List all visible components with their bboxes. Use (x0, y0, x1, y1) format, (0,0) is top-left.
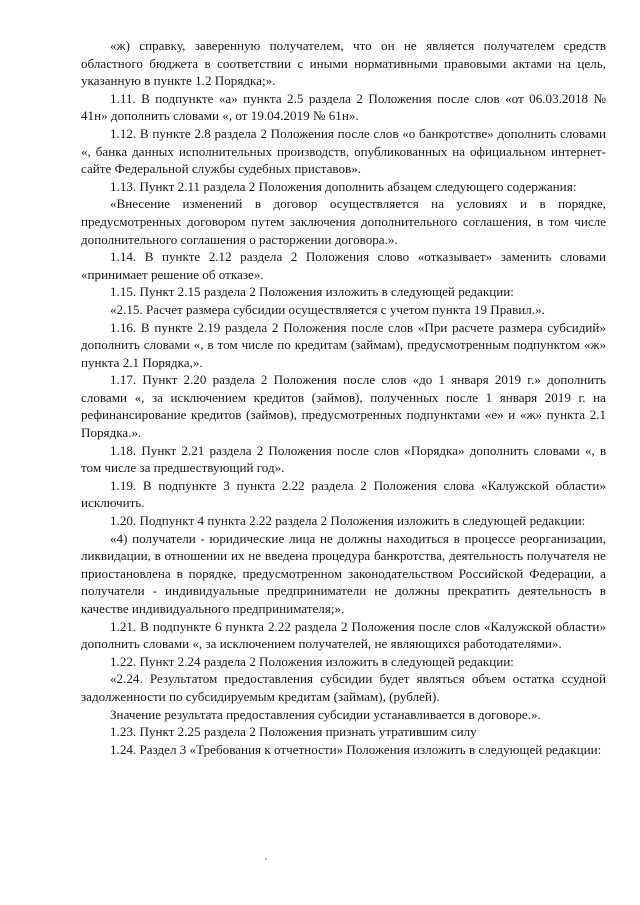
document-body (81, 37, 606, 758)
paragraph: «2.24. Результатом предоставления субсидии будет являться объем остатка ссудной задолженности по субсидируемым кредитам (займам), (рублей). (81, 671, 606, 704)
paragraph: 1.14. В пункте 2.12 раздела 2 Положения слово «отказывает» заменить словами «принимает решение об отказе». (81, 249, 606, 282)
paragraph: 1.11. В подпункте «а» пункта 2.5 раздела 2 Положения после слов «от 06.03.2018 № 41н» дополнить словами «, от 19.04.2019 № 61н». (81, 90, 606, 124)
paragraph: 1.22. Пункт 2.24 раздела 2 Положения изложить в следующей редакции: (110, 653, 514, 669)
paragraph: «2.15. Расчет размера субсидии осуществляется с учетом пункта 19 Правил.». (110, 301, 545, 317)
paragraph: «Внесение изменений в договор осуществляется на условиях и в порядке, предусмотренных договором путем заключения дополнительного соглашения, в том числе дополнительного соглашения о расторжении договора.». (81, 196, 606, 247)
paragraph: 1.23. Пункт 2.25 раздела 2 Положения признать утратившим силу (110, 724, 477, 740)
paragraph: 1.18. Пункт 2.21 раздела 2 Положения после слов «Порядка» дополнить словами «, в том числе за предшествующий год». (81, 442, 606, 476)
paragraph: 1.21. В подпункте 6 пункта 2.22 раздела 2 Положения после слов «Калужской области» дополнить словами «, за исключением получателей, не являющихся работодателями». (81, 618, 606, 652)
paragraph: 1.12. В пункте 2.8 раздела 2 Положения после слов «о банкротстве» дополнить словами «, банка данных исполнительных производств, опубликованных на официальном интернет-сайте Федеральной службы судебных приставов». (81, 125, 606, 177)
paragraph: «ж) справку, заверенную получателем, что он не является получателем средств областного бюджета в соответствии с иными нормативными правовыми актами на цель, указанную в пункте 1.2 Порядка;». (81, 38, 606, 89)
paragraph: 1.15. Пункт 2.15 раздела 2 Положения изложить в следующей редакции: (110, 284, 514, 300)
paragraph: Значение результата предоставления субсидии устанавливается в договоре.». (110, 706, 541, 722)
paragraph: 1.19. В подпункте 3 пункта 2.22 раздела 2 Положения слова «Калужской области» исключить. (81, 477, 606, 511)
scan-speck (265, 858, 267, 860)
paragraph: 1.16. В пункте 2.19 раздела 2 Положения после слов «При расчете размера субсидий» дополнить словами «, в том числе по кредитам (займам), предусмотренным подпунктом «ж» пункта 2.1 Порядка,». (81, 319, 606, 370)
paragraph: 1.13. Пункт 2.11 раздела 2 Положения дополнить абзацем следующего содержания: (110, 178, 577, 194)
paragraph: 1.20. Подпункт 4 пункта 2.22 раздела 2 Положения изложить в следующей редакции: (110, 513, 586, 529)
paragraph: 1.17. Пункт 2.20 раздела 2 Положения после слов «до 1 января 2019 г.» дополнить словами «, за исключением кредитов (займов), полученных после 1 января 2019 г. на рефинансирование кредитов (займов), предусмотренных подпунктами «е» и «ж» пункта 2.1 Порядка.». (81, 372, 606, 441)
paragraph: «4) получатели - юридические лица не должны находиться в процессе реорганизации, ликвидации, в отношении их не введена процедура банкротства, деятельность получателя не приостановлена в порядке, предусмотренном законодательством Российской Федерации, а получатели - индивидуальные предприниматели не должны прекратить деятельность в качестве индивидуального предпринимателя;». (81, 530, 606, 616)
paragraph: 1.24. Раздел 3 «Требования к отчетности» Положения изложить в следующей редакции: (110, 741, 602, 757)
